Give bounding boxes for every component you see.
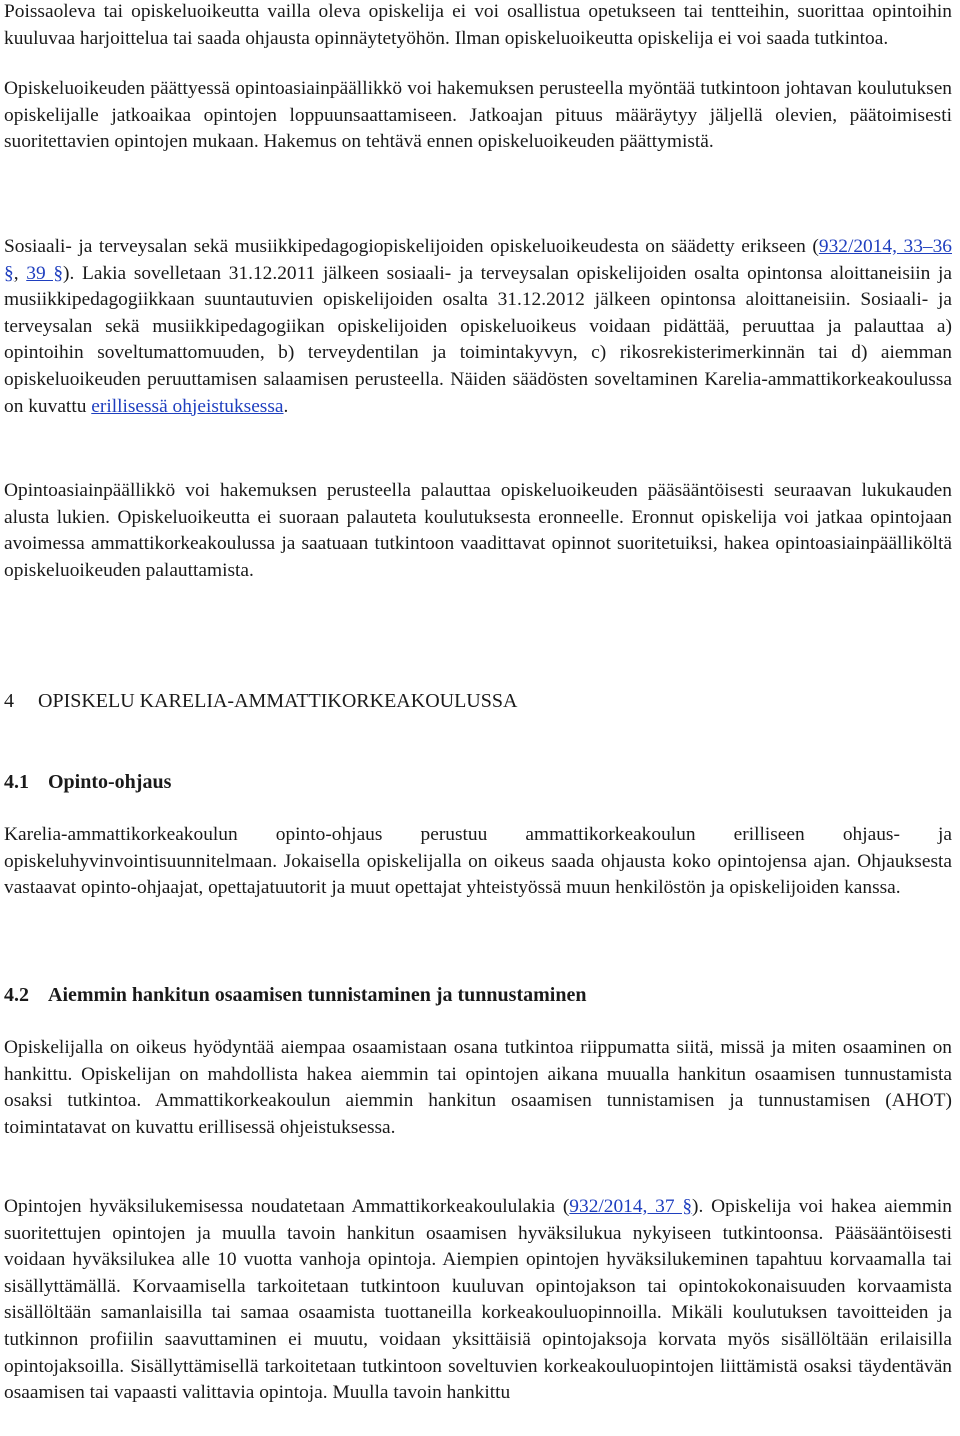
section-number: 4.1	[4, 771, 29, 793]
section-number: 4.2	[4, 984, 29, 1006]
section-title: Opinto-ohjaus	[48, 771, 172, 793]
text-segment: ). Lakia sovelletaan 31.12.2011 jälkeen sosiaali- ja terveysalan opiskelijoiden osalta opintonsa aloittaneisiin ja musiikkipedagogiikkaan suuntautuvien opiskelijoiden osalta 31.12.2012 jälkeen opintonsa aloittaneisiin. Sosiaali- ja terveysalan sekä musiikkipedagogiikan opiskelijoiden opiskeluoikeus voidaan pidättää, peruuttaa ja palauttaa a) opintoihin soveltumattomuuden, b) terveydentilan ja toimintakyvyn, c) rikosrekisterimerkinnän tai d) aiemman opiskeluoikeuden peruuttamisen salaamisen perusteella. Näiden säädösten soveltaminen Karelia-ammattikorkeakoulussa on kuvattu	[4, 262, 953, 417]
text-segment: .	[283, 395, 289, 417]
law-link-33-36[interactable]: 932/2014, 33–36 §	[4, 236, 952, 284]
law-link-37[interactable]: 932/2014, 37 §	[569, 1196, 693, 1217]
text-segment: Opintojen hyväksilukemisessa noudatetaan Ammattikorkeakoululakia (	[4, 1196, 570, 1217]
text-segment: ). Opiskelija voi hakea aiemmin suoritettujen opintojen ja muulla tavoin hankitun osaamisen hyväksilukua nykyiseen tutkintoonsa. Pääsääntöisesti voidaan hyväksilukea alle 10 vuotta vanhoja opintoja. Aiempien opintojen hyväksilukeminen tapahtuu korvaamalla tai sisällyttämällä. Korvaamisella tarkoitetaan tutkintoon kuuluvan opintojakson tai opintokokonaisuuden korvaamista sisällöltään samanlaisilla tai samaa osaamista tuottaneilla korkeakouluopinnoilla. Mikäli koulutuksen tavoitteiden ja tutkinnon profiilin saavuttaminen ei muutu, voidaan yksittäisiä opintojaksoja korvata myös sisällöltään erilaisilla opintojaksoilla. Sisällyttämisellä tarkoitetaan tutkintoon soveltuvien korkeakouluopintojen liittämistä osaksi täydentävän osaamisen tai vapaasti valittavia opintoja. Muulla tavoin hankittu	[4, 1196, 952, 1404]
section-number: 4	[4, 690, 14, 712]
paragraph-restoration: Opintoasiainpäällikkö voi hakemuksen perusteella palauttaa opiskeluoikeuden pääsääntöisesti seuraavan lukukauden alusta lukien. Opiskeluoikeutta ei suoraan palauteta koulutuksesta eronneelle. Eronnut opiskelija voi jatkaa opintojaan avoimessa ammattikorkeakoulussa ja saatuaan tutkintoon vaadittavat opinnot suoritetuiksi, hakea opintoasiainpäälliköltä opiskeluoikeuden palauttamista.	[4, 480, 952, 581]
text-segment: ,	[13, 262, 27, 284]
law-link-39[interactable]: 39 §	[26, 262, 64, 284]
paragraph-credit-transfer	[4, 1194, 952, 1407]
separate-guidance-link[interactable]: erillisessä ohjeistuksessa	[91, 395, 284, 417]
paragraph-guidance: Karelia-ammattikorkeakoulun opinto-ohjaus perustuu ammattikorkeakoulun erilliseen ohjaus- ja opiskeluhyvinvointisuunnitelmaan. Jokaisella opiskelijalla on oikeus saada ohjausta koko opintojensa ajan. Ohjauksesta vastaavat opinto-ohjaajat, opettajatuutorit ja muut opettajat yhteistyössä muun henkilöstön ja opiskelijoiden kanssa.	[4, 824, 952, 899]
section-title: OPISKELU KARELIA-AMMATTIKORKEAKOULUSSA	[38, 690, 518, 712]
section-4-2-heading	[4, 982, 586, 1008]
paragraph-absence: Poissaoleva tai opiskeluoikeutta vailla oleva opiskelija ei voi osallistua opetukseen tai tentteihin, suorittaa opintoihin kuuluvaa harjoittelua tai saada ohjausta opinnäytetyöhön. Ilman opiskeluoikeutta opiskelija ei voi saada tutkintoa.	[4, 1, 952, 49]
text-segment: Sosiaali- ja terveysalan sekä musiikkipedagogiopiskelijoiden opiskeluoikeudesta on säädetty erikseen (	[4, 236, 819, 257]
section-title: Aiemmin hankitun osaamisen tunnistaminen ja tunnustaminen	[48, 984, 587, 1006]
section-4-1-heading	[4, 769, 171, 795]
paragraph-extension: Opiskeluoikeuden päättyessä opintoasiainpäällikkö voi hakemuksen perusteella myöntää tutkintoon johtavan koulutuksen opiskelijalle jatkoaikaa opintojen loppuunsaattamiseen. Jatkoajan pituus määräytyy jäljellä olevien, päätoimisesti suoritettavien opintojen mukaan. Hakemus on tehtävä ennen opiskeluoikeuden päättymistä.	[4, 78, 952, 153]
paragraph-social-health	[4, 234, 952, 420]
paragraph-prior-learning: Opiskelijalla on oikeus hyödyntää aiempaa osaamistaan osana tutkintoa riippumatta siitä, missä ja miten osaaminen on hankittu. Opiskelijan on mahdollista hakea aiemmin tai opintojen aikana muualla hankitun osaamisen tunnustamista osaksi tutkintoa. Ammattikorkeakoulun aiemmin hankitun osaamisen tunnistamisen ja tunnustamisen (AHOT) toimintatavat on kuvattu erillisessä ohjeistuksessa.	[4, 1037, 952, 1138]
section-4-heading	[4, 688, 517, 714]
